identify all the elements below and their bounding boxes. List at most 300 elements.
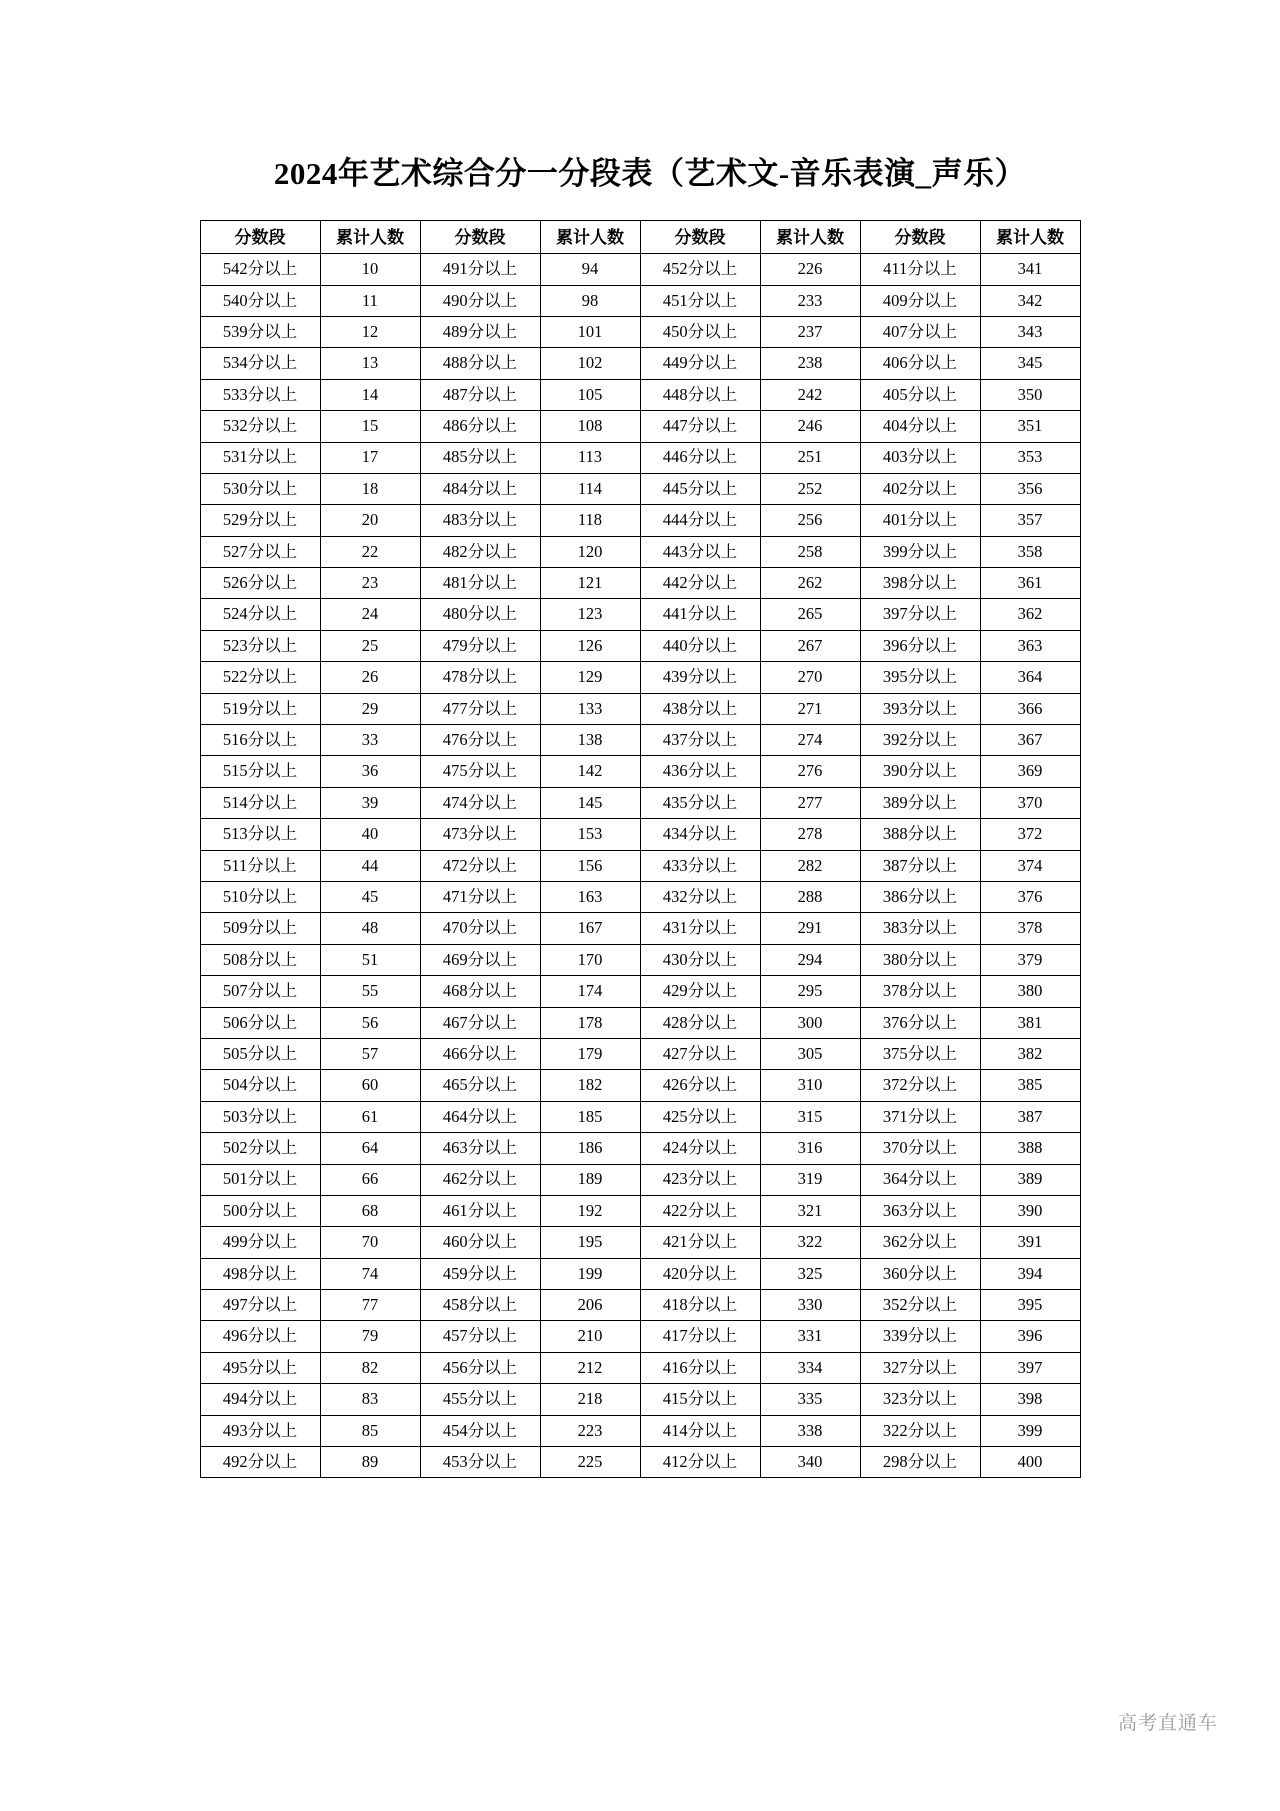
- cumulative-count-cell: 258: [760, 536, 860, 567]
- cumulative-count-cell: 319: [760, 1164, 860, 1195]
- cumulative-count-cell: 265: [760, 599, 860, 630]
- cumulative-count-cell: 123: [540, 599, 640, 630]
- cumulative-count-cell: 60: [320, 1070, 420, 1101]
- score-range-cell: 451分以上: [640, 285, 760, 316]
- cumulative-count-cell: 267: [760, 630, 860, 661]
- score-table-container: [0, 220, 1280, 1478]
- table-row: [200, 787, 1080, 818]
- cumulative-count-cell: 179: [540, 1038, 640, 1069]
- cumulative-count-cell: 342: [980, 285, 1080, 316]
- score-range-cell: 444分以上: [640, 505, 760, 536]
- cumulative-count-cell: 199: [540, 1258, 640, 1289]
- cumulative-count-cell: 39: [320, 787, 420, 818]
- cumulative-count-cell: 195: [540, 1227, 640, 1258]
- column-header: 分数段: [860, 221, 980, 254]
- cumulative-count-cell: 276: [760, 756, 860, 787]
- score-range-cell: 473分以上: [420, 819, 540, 850]
- cumulative-count-cell: 338: [760, 1415, 860, 1446]
- score-range-cell: 495分以上: [200, 1352, 320, 1383]
- cumulative-count-cell: 340: [760, 1447, 860, 1478]
- score-range-cell: 474分以上: [420, 787, 540, 818]
- score-range-cell: 360分以上: [860, 1258, 980, 1289]
- cumulative-count-cell: 316: [760, 1133, 860, 1164]
- cumulative-count-cell: 113: [540, 442, 640, 473]
- cumulative-count-cell: 129: [540, 662, 640, 693]
- score-range-cell: 488分以上: [420, 348, 540, 379]
- cumulative-count-cell: 57: [320, 1038, 420, 1069]
- table-row: [200, 1070, 1080, 1101]
- score-range-cell: 415分以上: [640, 1384, 760, 1415]
- table-row: [200, 254, 1080, 285]
- score-range-cell: 454分以上: [420, 1415, 540, 1446]
- table-row: [200, 1164, 1080, 1195]
- cumulative-count-cell: 246: [760, 411, 860, 442]
- cumulative-count-cell: 118: [540, 505, 640, 536]
- score-range-cell: 532分以上: [200, 411, 320, 442]
- table-row: [200, 725, 1080, 756]
- cumulative-count-cell: 223: [540, 1415, 640, 1446]
- table-row: [200, 944, 1080, 975]
- table-row: [200, 1415, 1080, 1446]
- score-range-cell: 542分以上: [200, 254, 320, 285]
- table-body: [200, 254, 1080, 1478]
- table-row: [200, 662, 1080, 693]
- score-range-cell: 363分以上: [860, 1195, 980, 1226]
- table-row: [200, 850, 1080, 881]
- score-range-cell: 438分以上: [640, 693, 760, 724]
- cumulative-count-cell: 26: [320, 662, 420, 693]
- cumulative-count-cell: 126: [540, 630, 640, 661]
- cumulative-count-cell: 45: [320, 882, 420, 913]
- cumulative-count-cell: 121: [540, 568, 640, 599]
- score-range-cell: 426分以上: [640, 1070, 760, 1101]
- cumulative-count-cell: 385: [980, 1070, 1080, 1101]
- cumulative-count-cell: 142: [540, 756, 640, 787]
- score-range-cell: 480分以上: [420, 599, 540, 630]
- score-range-cell: 524分以上: [200, 599, 320, 630]
- score-range-cell: 393分以上: [860, 693, 980, 724]
- score-range-cell: 327分以上: [860, 1352, 980, 1383]
- cumulative-count-cell: 399: [980, 1415, 1080, 1446]
- cumulative-count-cell: 61: [320, 1101, 420, 1132]
- cumulative-count-cell: 362: [980, 599, 1080, 630]
- score-range-cell: 504分以上: [200, 1070, 320, 1101]
- cumulative-count-cell: 341: [980, 254, 1080, 285]
- cumulative-count-cell: 20: [320, 505, 420, 536]
- cumulative-count-cell: 174: [540, 976, 640, 1007]
- column-header: 分数段: [420, 221, 540, 254]
- score-range-cell: 482分以上: [420, 536, 540, 567]
- table-row: [200, 1007, 1080, 1038]
- score-range-cell: 465分以上: [420, 1070, 540, 1101]
- cumulative-count-cell: 66: [320, 1164, 420, 1195]
- score-range-cell: 420分以上: [640, 1258, 760, 1289]
- score-range-cell: 478分以上: [420, 662, 540, 693]
- table-header: [200, 221, 1080, 254]
- cumulative-count-cell: 330: [760, 1290, 860, 1321]
- score-range-cell: 491分以上: [420, 254, 540, 285]
- cumulative-count-cell: 376: [980, 882, 1080, 913]
- score-range-cell: 507分以上: [200, 976, 320, 1007]
- score-range-cell: 506分以上: [200, 1007, 320, 1038]
- cumulative-count-cell: 120: [540, 536, 640, 567]
- score-range-cell: 383分以上: [860, 913, 980, 944]
- cumulative-count-cell: 369: [980, 756, 1080, 787]
- score-range-cell: 443分以上: [640, 536, 760, 567]
- score-range-cell: 468分以上: [420, 976, 540, 1007]
- score-range-cell: 411分以上: [860, 254, 980, 285]
- cumulative-count-cell: 391: [980, 1227, 1080, 1258]
- cumulative-count-cell: 13: [320, 348, 420, 379]
- score-range-cell: 472分以上: [420, 850, 540, 881]
- page-title: 2024年艺术综合分一分段表（艺术文-音乐表演_声乐）: [273, 156, 1027, 191]
- table-row: [200, 1290, 1080, 1321]
- score-range-cell: 395分以上: [860, 662, 980, 693]
- cumulative-count-cell: 18: [320, 473, 420, 504]
- score-range-cell: 529分以上: [200, 505, 320, 536]
- score-range-cell: 407分以上: [860, 316, 980, 347]
- cumulative-count-cell: 361: [980, 568, 1080, 599]
- score-range-cell: 434分以上: [640, 819, 760, 850]
- table-row: [200, 348, 1080, 379]
- score-range-cell: 467分以上: [420, 1007, 540, 1038]
- cumulative-count-cell: 23: [320, 568, 420, 599]
- score-range-cell: 401分以上: [860, 505, 980, 536]
- score-range-cell: 523分以上: [200, 630, 320, 661]
- score-range-cell: 489分以上: [420, 316, 540, 347]
- cumulative-count-cell: 89: [320, 1447, 420, 1478]
- table-row: [200, 1258, 1080, 1289]
- cumulative-count-cell: 17: [320, 442, 420, 473]
- score-range-cell: 446分以上: [640, 442, 760, 473]
- column-header: 累计人数: [760, 221, 860, 254]
- cumulative-count-cell: 388: [980, 1133, 1080, 1164]
- score-range-cell: 485分以上: [420, 442, 540, 473]
- table-row: [200, 1447, 1080, 1478]
- score-range-cell: 515分以上: [200, 756, 320, 787]
- cumulative-count-cell: 33: [320, 725, 420, 756]
- score-range-cell: 423分以上: [640, 1164, 760, 1195]
- cumulative-count-cell: 305: [760, 1038, 860, 1069]
- score-range-cell: 458分以上: [420, 1290, 540, 1321]
- cumulative-count-cell: 310: [760, 1070, 860, 1101]
- cumulative-count-cell: 274: [760, 725, 860, 756]
- score-range-cell: 463分以上: [420, 1133, 540, 1164]
- score-range-cell: 352分以上: [860, 1290, 980, 1321]
- cumulative-count-cell: 138: [540, 725, 640, 756]
- cumulative-count-cell: 40: [320, 819, 420, 850]
- cumulative-count-cell: 372: [980, 819, 1080, 850]
- cumulative-count-cell: 210: [540, 1321, 640, 1352]
- score-range-cell: 429分以上: [640, 976, 760, 1007]
- cumulative-count-cell: 225: [540, 1447, 640, 1478]
- score-range-cell: 430分以上: [640, 944, 760, 975]
- score-range-cell: 417分以上: [640, 1321, 760, 1352]
- cumulative-count-cell: 22: [320, 536, 420, 567]
- score-range-cell: 540分以上: [200, 285, 320, 316]
- score-range-cell: 397分以上: [860, 599, 980, 630]
- score-range-cell: 298分以上: [860, 1447, 980, 1478]
- score-range-cell: 453分以上: [420, 1447, 540, 1478]
- cumulative-count-cell: 70: [320, 1227, 420, 1258]
- table-header-row: [200, 221, 1080, 254]
- table-row: [200, 568, 1080, 599]
- score-range-cell: 403分以上: [860, 442, 980, 473]
- score-range-cell: 392分以上: [860, 725, 980, 756]
- cumulative-count-cell: 390: [980, 1195, 1080, 1226]
- cumulative-count-cell: 322: [760, 1227, 860, 1258]
- cumulative-count-cell: 206: [540, 1290, 640, 1321]
- score-range-cell: 416分以上: [640, 1352, 760, 1383]
- score-range-cell: 484分以上: [420, 473, 540, 504]
- score-range-cell: 422分以上: [640, 1195, 760, 1226]
- table-row: [200, 1321, 1080, 1352]
- score-range-cell: 399分以上: [860, 536, 980, 567]
- score-range-cell: 380分以上: [860, 944, 980, 975]
- cumulative-count-cell: 114: [540, 473, 640, 504]
- score-range-cell: 436分以上: [640, 756, 760, 787]
- score-range-cell: 509分以上: [200, 913, 320, 944]
- cumulative-count-cell: 79: [320, 1321, 420, 1352]
- table-row: [200, 913, 1080, 944]
- score-range-cell: 455分以上: [420, 1384, 540, 1415]
- score-range-cell: 494分以上: [200, 1384, 320, 1415]
- cumulative-count-cell: 363: [980, 630, 1080, 661]
- table-row: [200, 442, 1080, 473]
- cumulative-count-cell: 226: [760, 254, 860, 285]
- cumulative-count-cell: 74: [320, 1258, 420, 1289]
- cumulative-count-cell: 331: [760, 1321, 860, 1352]
- cumulative-count-cell: 389: [980, 1164, 1080, 1195]
- table-row: [200, 379, 1080, 410]
- cumulative-count-cell: 44: [320, 850, 420, 881]
- cumulative-count-cell: 387: [980, 1101, 1080, 1132]
- score-range-cell: 530分以上: [200, 473, 320, 504]
- score-range-cell: 323分以上: [860, 1384, 980, 1415]
- table-row: [200, 819, 1080, 850]
- cumulative-count-cell: 396: [980, 1321, 1080, 1352]
- cumulative-count-cell: 325: [760, 1258, 860, 1289]
- score-range-cell: 479分以上: [420, 630, 540, 661]
- cumulative-count-cell: 294: [760, 944, 860, 975]
- cumulative-count-cell: 334: [760, 1352, 860, 1383]
- cumulative-count-cell: 351: [980, 411, 1080, 442]
- cumulative-count-cell: 145: [540, 787, 640, 818]
- cumulative-count-cell: 48: [320, 913, 420, 944]
- score-range-cell: 531分以上: [200, 442, 320, 473]
- score-range-cell: 371分以上: [860, 1101, 980, 1132]
- score-range-cell: 412分以上: [640, 1447, 760, 1478]
- cumulative-count-cell: 278: [760, 819, 860, 850]
- score-range-cell: 406分以上: [860, 348, 980, 379]
- table-row: [200, 1195, 1080, 1226]
- cumulative-count-cell: 252: [760, 473, 860, 504]
- cumulative-count-cell: 295: [760, 976, 860, 1007]
- score-range-cell: 498分以上: [200, 1258, 320, 1289]
- cumulative-count-cell: 170: [540, 944, 640, 975]
- score-range-cell: 398分以上: [860, 568, 980, 599]
- score-range-cell: 445分以上: [640, 473, 760, 504]
- score-range-cell: 519分以上: [200, 693, 320, 724]
- score-range-cell: 539分以上: [200, 316, 320, 347]
- score-range-cell: 526分以上: [200, 568, 320, 599]
- table-row: [200, 756, 1080, 787]
- score-range-cell: 439分以上: [640, 662, 760, 693]
- cumulative-count-cell: 178: [540, 1007, 640, 1038]
- cumulative-count-cell: 182: [540, 1070, 640, 1101]
- score-range-cell: 493分以上: [200, 1415, 320, 1446]
- cumulative-count-cell: 83: [320, 1384, 420, 1415]
- cumulative-count-cell: 300: [760, 1007, 860, 1038]
- cumulative-count-cell: 353: [980, 442, 1080, 473]
- cumulative-count-cell: 98: [540, 285, 640, 316]
- score-range-cell: 402分以上: [860, 473, 980, 504]
- score-range-cell: 432分以上: [640, 882, 760, 913]
- score-range-cell: 386分以上: [860, 882, 980, 913]
- cumulative-count-cell: 397: [980, 1352, 1080, 1383]
- cumulative-count-cell: 77: [320, 1290, 420, 1321]
- table-row: [200, 505, 1080, 536]
- score-range-cell: 387分以上: [860, 850, 980, 881]
- score-range-cell: 447分以上: [640, 411, 760, 442]
- cumulative-count-cell: 105: [540, 379, 640, 410]
- table-row: [200, 285, 1080, 316]
- score-range-cell: 475分以上: [420, 756, 540, 787]
- score-range-cell: 460分以上: [420, 1227, 540, 1258]
- column-header: 累计人数: [540, 221, 640, 254]
- cumulative-count-cell: 271: [760, 693, 860, 724]
- score-range-cell: 339分以上: [860, 1321, 980, 1352]
- score-range-cell: 476分以上: [420, 725, 540, 756]
- cumulative-count-cell: 163: [540, 882, 640, 913]
- score-range-cell: 450分以上: [640, 316, 760, 347]
- cumulative-count-cell: 189: [540, 1164, 640, 1195]
- score-range-cell: 456分以上: [420, 1352, 540, 1383]
- score-range-cell: 425分以上: [640, 1101, 760, 1132]
- score-range-cell: 376分以上: [860, 1007, 980, 1038]
- cumulative-count-cell: 345: [980, 348, 1080, 379]
- score-range-cell: 466分以上: [420, 1038, 540, 1069]
- score-range-cell: 378分以上: [860, 976, 980, 1007]
- cumulative-count-cell: 212: [540, 1352, 640, 1383]
- score-range-cell: 534分以上: [200, 348, 320, 379]
- cumulative-count-cell: 12: [320, 316, 420, 347]
- score-range-cell: 396分以上: [860, 630, 980, 661]
- score-range-cell: 487分以上: [420, 379, 540, 410]
- cumulative-count-cell: 251: [760, 442, 860, 473]
- cumulative-count-cell: 315: [760, 1101, 860, 1132]
- cumulative-count-cell: 262: [760, 568, 860, 599]
- score-range-cell: 527分以上: [200, 536, 320, 567]
- cumulative-count-cell: 378: [980, 913, 1080, 944]
- score-range-cell: 500分以上: [200, 1195, 320, 1226]
- table-row: [200, 693, 1080, 724]
- cumulative-count-cell: 156: [540, 850, 640, 881]
- cumulative-count-cell: 379: [980, 944, 1080, 975]
- cumulative-count-cell: 237: [760, 316, 860, 347]
- score-range-cell: 414分以上: [640, 1415, 760, 1446]
- score-range-cell: 481分以上: [420, 568, 540, 599]
- cumulative-count-cell: 94: [540, 254, 640, 285]
- cumulative-count-cell: 395: [980, 1290, 1080, 1321]
- cumulative-count-cell: 36: [320, 756, 420, 787]
- score-range-cell: 409分以上: [860, 285, 980, 316]
- score-range-cell: 424分以上: [640, 1133, 760, 1164]
- cumulative-count-cell: 350: [980, 379, 1080, 410]
- cumulative-count-cell: 374: [980, 850, 1080, 881]
- cumulative-count-cell: 270: [760, 662, 860, 693]
- cumulative-count-cell: 101: [540, 316, 640, 347]
- cumulative-count-cell: 380: [980, 976, 1080, 1007]
- score-range-cell: 490分以上: [420, 285, 540, 316]
- cumulative-count-cell: 358: [980, 536, 1080, 567]
- cumulative-count-cell: 381: [980, 1007, 1080, 1038]
- cumulative-count-cell: 82: [320, 1352, 420, 1383]
- score-range-cell: 405分以上: [860, 379, 980, 410]
- cumulative-count-cell: 186: [540, 1133, 640, 1164]
- score-range-cell: 452分以上: [640, 254, 760, 285]
- cumulative-count-cell: 288: [760, 882, 860, 913]
- column-header: 分数段: [200, 221, 320, 254]
- table-row: [200, 1384, 1080, 1415]
- score-range-cell: 469分以上: [420, 944, 540, 975]
- score-range-cell: 418分以上: [640, 1290, 760, 1321]
- score-range-cell: 496分以上: [200, 1321, 320, 1352]
- score-range-cell: 459分以上: [420, 1258, 540, 1289]
- cumulative-count-cell: 282: [760, 850, 860, 881]
- table-row: [200, 1133, 1080, 1164]
- score-range-cell: 513分以上: [200, 819, 320, 850]
- cumulative-count-cell: 367: [980, 725, 1080, 756]
- score-range-cell: 428分以上: [640, 1007, 760, 1038]
- score-range-cell: 477分以上: [420, 693, 540, 724]
- cumulative-count-cell: 108: [540, 411, 640, 442]
- score-range-cell: 433分以上: [640, 850, 760, 881]
- score-range-cell: 421分以上: [640, 1227, 760, 1258]
- cumulative-count-cell: 25: [320, 630, 420, 661]
- cumulative-count-cell: 29: [320, 693, 420, 724]
- score-range-cell: 372分以上: [860, 1070, 980, 1101]
- score-range-cell: 404分以上: [860, 411, 980, 442]
- table-row: [200, 976, 1080, 1007]
- cumulative-count-cell: 233: [760, 285, 860, 316]
- score-range-cell: 388分以上: [860, 819, 980, 850]
- score-range-cell: 441分以上: [640, 599, 760, 630]
- table-row: [200, 1352, 1080, 1383]
- score-range-cell: 505分以上: [200, 1038, 320, 1069]
- cumulative-count-cell: 85: [320, 1415, 420, 1446]
- cumulative-count-cell: 382: [980, 1038, 1080, 1069]
- cumulative-count-cell: 291: [760, 913, 860, 944]
- score-range-cell: 470分以上: [420, 913, 540, 944]
- cumulative-count-cell: 68: [320, 1195, 420, 1226]
- score-range-cell: 471分以上: [420, 882, 540, 913]
- score-range-cell: 499分以上: [200, 1227, 320, 1258]
- cumulative-count-cell: 321: [760, 1195, 860, 1226]
- cumulative-count-cell: 343: [980, 316, 1080, 347]
- cumulative-count-cell: 64: [320, 1133, 420, 1164]
- score-range-cell: 462分以上: [420, 1164, 540, 1195]
- score-range-cell: 510分以上: [200, 882, 320, 913]
- score-distribution-table: [200, 220, 1081, 1478]
- cumulative-count-cell: 335: [760, 1384, 860, 1415]
- table-row: [200, 599, 1080, 630]
- cumulative-count-cell: 11: [320, 285, 420, 316]
- cumulative-count-cell: 238: [760, 348, 860, 379]
- cumulative-count-cell: 167: [540, 913, 640, 944]
- score-range-cell: 522分以上: [200, 662, 320, 693]
- score-range-cell: 427分以上: [640, 1038, 760, 1069]
